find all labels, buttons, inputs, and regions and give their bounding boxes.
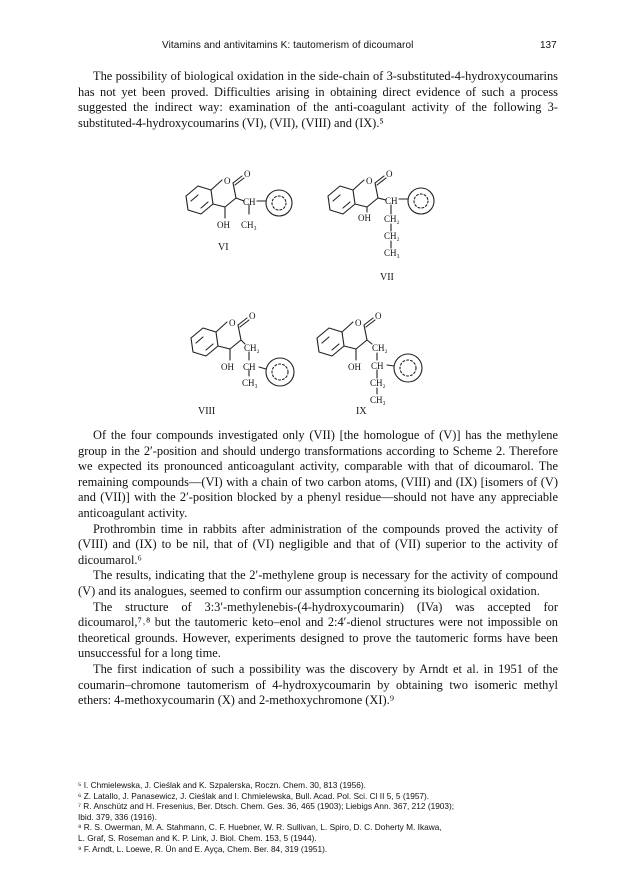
phenyl-ring-viii [266,358,294,386]
oh-label-vi: OH [217,220,230,230]
ch2-label-b-vii: CH₂ [384,231,400,241]
paragraph-prothrombin: Prothrombin time in rabbits after administration of the compounds proved the activity of (VIII) and (IX) to be nil, that of (VI) negligible and that of (VII) superior to the activity of dicoumarol.⁶ [78,521,558,567]
structure-viii [191,311,294,417]
label-vii: VII [380,272,394,283]
ch2-label-a-vii: CH₂ [384,214,400,224]
ch2-label-ix: CH₂ [372,343,388,353]
carbonyl-oxygen-viii: O [249,311,256,321]
footnotes [78,780,563,854]
paragraph-results: The results, indicating that the 2′-methylene group is necessary for the activity of compound (V) and its analogues, seemed to confirm our assumption concerning its biological oxidation. [78,568,558,598]
phenyl-aromatic-ix [400,360,416,376]
ring-oxygen-vi: O [224,176,231,186]
ch-label-viii: CH [243,362,256,372]
footnote-7-cont: Ibid. 379, 336 (1916). [78,811,157,822]
paragraph-structure: The structure of 3:3′-methylenebis-(4-hydroxycoumarin) (IVa) was accepted for dicoumarol,⁷˒⁸ but the tautomeric keto–enol and 2:4′-dienol structures were not impossible on theoretical grounds. However, experiments designed to prove the tautomeric forms have been unsuccessful for a long time. [78,599,558,661]
benzo-double-bonds-vii [333,195,350,208]
footnote-5: ⁵ I. Chmielewska, J. Cieślak and K. Szpalerska, Roczn. Chem. 30, 813 (1956). [78,780,366,790]
structure-ix [317,311,422,417]
page-number: 137 [540,40,557,51]
label-viii: VIII [198,406,216,417]
carbonyl-bond-vii [375,176,386,185]
footnote-8-cont: L. Graf, S. Roseman and K. P. Link, J. Biol. Chem. 153, 5 (1944). [78,832,317,843]
footnote-9: ⁹ F. Arndt, L. Loewe, R. Ün and E. Ayça, Chem. Ber. 84, 319 (1951). [78,843,328,854]
benzo-double-bonds-viii [196,337,213,350]
ring-oxygen-viii: O [229,318,236,328]
oh-label-viii: OH [221,362,234,372]
benzo-ring-ix [317,328,344,356]
ring-oxygen-ix: O [355,318,362,328]
ch2b-label-ix: CH₂ [370,378,386,388]
running-title: Vitamins and antivitamins K: tautomerism of dicoumarol [162,40,414,51]
benzo-ring-viii [191,328,218,356]
phenyl-aromatic-vi [272,196,286,210]
carbonyl-oxygen-vi: O [244,169,251,179]
benzo-ring-vii [328,186,355,214]
oh-label-ix: OH [348,362,361,372]
carbonyl-oxygen-ix: O [375,311,382,321]
phenyl-ring-vii [408,188,434,214]
ring-oxygen-vii: O [366,176,373,186]
ch3-label-ix: CH₃ [370,395,386,405]
benzo-double-bonds-ix [322,337,339,350]
paragraph-indication: The first indication of such a possibility was the discovery by Arndt et al. in 1951 of the coumarin–chromone tautomerism of 4-hydroxycoumarin by obtaining two isomeric methyl ethers: 4-methoxycoumarin (X) and 2-methoxychromone (XI).⁹ [78,661,558,708]
phenyl-aromatic-vii [414,194,428,208]
oh-label-vii: OH [358,213,371,223]
phenyl-ring-ix [394,354,422,382]
carbonyl-bond-ix [364,318,375,327]
footnote-8: ⁸ R. S. Owerman, M. A. Stahmann, C. F. Huebner, W. R. Sullivan, L. Spiro, D. C. Doherty M. Ikawa, [78,822,442,833]
ch3-label-viii: CH₃ [242,378,258,388]
ch-label-vi: CH [243,197,256,207]
footnote-7: ⁷ R. Anschütz and H. Fresenius, Ber. Dtsch. Chem. Ges. 36, 465 (1903); Liebigs Ann. 367, 212 (1903); [78,801,455,812]
carbonyl-oxygen-vii: O [386,169,393,179]
structure-vii [328,169,434,283]
structure-vi [186,169,292,253]
phenyl-bond-viii [259,367,266,369]
benzo-ring-vi [186,186,213,214]
phenyl-bond-ix [387,365,394,366]
phenyl-ring-vi [266,190,292,216]
ch-label-vii: CH [385,196,398,206]
ch3-label-vii: CH₃ [384,248,400,258]
footnote-6: ⁶ Z. Latallo, J. Panasewicz, J. Cieślak and I. Chmielewska, Bull. Acad. Pol. Sci. Cl II 5, 5 (1957). [78,790,430,801]
label-vi: VI [218,242,229,253]
carbonyl-bond-viii [238,318,249,327]
carbonyl-bond-vi [233,176,244,185]
ch3-label-vi: CH₃ [241,220,257,230]
intro-paragraph: The possibility of biological oxidation in the side-chain of 3-substituted-4-hydroxycoumarins has not yet been proved. Difficulties arising in obtaining direct evidence of such a process suggested the indirect way: examination of the anti-coagulant activity of the following 3-substituted-4-hydroxycoumarins (VI), (VII), (VIII) and (IX).⁵ [78,69,558,130]
ch-label-ix: CH [371,361,384,371]
ch2-label-viii: CH₂ [244,343,260,353]
body-text [78,428,558,709]
label-ix: IX [356,406,367,417]
benzo-double-bonds-vi [191,195,208,208]
paragraph-compounds: Of the four compounds investigated only (VII) [the homologue of (V)] has the methylene group in the 2′-position and should undergo transformations according to Scheme 2. Therefore we expected its pronounced anticoagulant activity, comparable with that of dicoumarol. The remaining compounds—(VI) with a chain of two carbon atoms, (VIII) and (IX) [isomers of (V) and (VII)] with the 2′-position blocked by a phenyl residue—should not have any appreciable anticoagulant activity. [78,428,558,520]
phenyl-aromatic-viii [272,364,288,380]
